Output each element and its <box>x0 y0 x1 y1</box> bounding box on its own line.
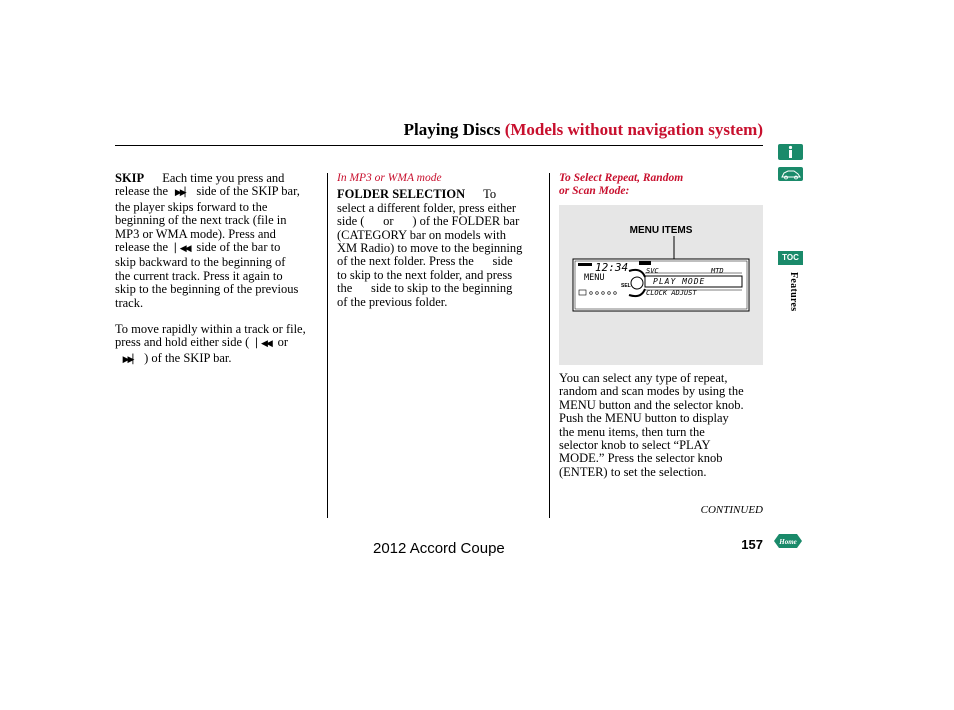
skip-line: the current track. Press it again to <box>115 268 283 283</box>
rapid-line-1: To move rapidly within a track or file, <box>115 322 306 337</box>
skip-line: skip backward to the beginning of <box>115 255 286 270</box>
skip-forward-icon: ▶▶▏ <box>122 354 138 365</box>
repeat-line: (ENTER) to set the selection. <box>559 464 707 479</box>
repeat-heading-line-2: or Scan Mode: <box>559 185 630 197</box>
skip-line: MP3 or WMA mode). Press and <box>115 226 276 241</box>
rapid-text-2b: or <box>277 335 289 350</box>
repeat-line: MENU button and the selector knob. <box>559 397 744 412</box>
features-section-label: Features <box>788 272 799 312</box>
skip-back-icon: ▏◀◀ <box>256 339 271 350</box>
skip-line: beginning of the next track (file in <box>115 213 287 228</box>
folder-line: XM Radio) to move to the beginning <box>337 241 523 256</box>
folder-line: side ( or ) of the FOLDER bar <box>337 214 520 229</box>
home-button[interactable] <box>774 534 802 548</box>
skip-line: skip to the beginning of the previous <box>115 282 299 297</box>
repeat-line: random and scan modes by using the <box>559 384 744 399</box>
mode-heading: In MP3 or WMA mode <box>337 172 442 184</box>
menu-items-label: MENU ITEMS <box>629 225 693 236</box>
display-mtd: MTD <box>711 267 724 275</box>
folder-line: select a different folder, press either <box>337 200 517 215</box>
skip-text-1: Each time you press and <box>162 171 285 185</box>
skip-section <box>115 172 325 367</box>
footer-model: 2012 Accord Coupe <box>373 540 505 557</box>
home-label: Home <box>779 538 797 546</box>
release-text: release the <box>115 240 169 255</box>
column-divider <box>549 173 550 518</box>
skip-line: the player skips forward to the <box>115 199 268 214</box>
folder-line: the side to skip to the beginning <box>337 281 513 296</box>
column-divider <box>327 173 328 518</box>
folder-line: (CATEGORY bar on models with <box>337 227 506 242</box>
display-play-mode: PLAY MODE <box>653 277 706 286</box>
release-rest-text: side of the bar to <box>196 240 281 255</box>
repeat-heading-line-1: To Select Repeat, Random <box>559 172 684 184</box>
skip-forward-icon: ▶▶▏ <box>174 188 190 199</box>
car-icon <box>778 167 803 181</box>
display-clock: 12:34 <box>595 261 629 274</box>
repeat-instructions <box>559 372 769 479</box>
repeat-line: Push the MENU button to display <box>559 411 729 426</box>
page-title-main: Playing Discs <box>403 120 501 139</box>
toc-button[interactable]: TOC <box>778 251 803 265</box>
rapid-text-3: ) of the SKIP bar. <box>144 350 232 365</box>
repeat-line: selector knob to select “PLAY <box>559 438 711 453</box>
repeat-line: You can select any type of repeat, <box>559 371 728 385</box>
folder-line: of the previous folder. <box>337 294 448 309</box>
folder-term: FOLDER SELECTION <box>337 187 466 202</box>
folder-line: of the next folder. Press the side <box>337 254 513 269</box>
vehicle-tab[interactable] <box>778 167 803 181</box>
header-rule <box>115 145 763 146</box>
home-icon <box>774 534 802 548</box>
display-sel: SEL <box>621 283 631 289</box>
skip-text-3: side of the SKIP bar, <box>196 184 300 199</box>
repeat-line: the menu items, then turn the <box>559 424 705 439</box>
folder-to: To <box>483 187 497 202</box>
page-number: 157 <box>741 537 763 552</box>
display-menu: MENU <box>584 273 605 283</box>
info-tab[interactable] <box>778 144 803 160</box>
repeat-heading <box>559 172 764 198</box>
info-icon <box>778 144 803 160</box>
repeat-line: MODE.” Press the selector knob <box>559 451 723 466</box>
skip-term: SKIP <box>115 171 145 185</box>
folder-section <box>337 172 542 309</box>
display-svc: SVC <box>646 267 659 275</box>
skip-back-icon: ▏◀◀ <box>174 244 190 255</box>
rapid-text-2a: press and hold either side ( <box>115 335 250 350</box>
page-title <box>0 120 763 140</box>
display-clock-adjust: CLOCK ADJUST <box>646 289 697 297</box>
skip-line: track. <box>115 295 144 310</box>
page-title-subtitle: (Models without navigation system) <box>504 120 763 139</box>
skip-text-2: release the <box>115 184 169 199</box>
radio-display-figure <box>559 205 763 365</box>
folder-line: to skip to the next folder, and press <box>337 267 513 282</box>
continued-label: CONTINUED <box>700 504 763 516</box>
